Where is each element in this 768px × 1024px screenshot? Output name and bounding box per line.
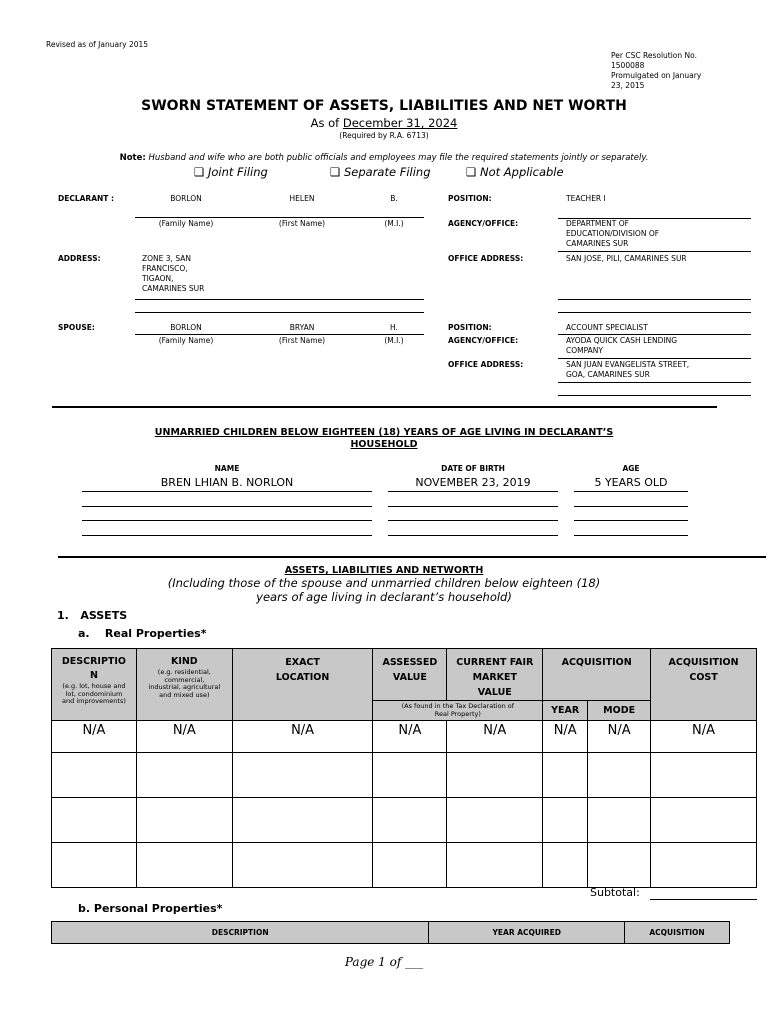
personal-properties-table xyxy=(51,921,730,944)
cell-year: N/A xyxy=(543,721,588,753)
children-heading: UNMARRIED CHILDREN BELOW EIGHTEEN (18) YEARS OF AGE LIVING IN DECLARANT’S HOUSEHOLD xyxy=(154,427,614,450)
col-personal-cost: ACQUISITION xyxy=(625,922,730,944)
page-title: SWORN STATEMENT OF ASSETS, LIABILITIES AND NET WORTH xyxy=(141,98,627,114)
real-properties-table xyxy=(51,648,757,888)
declarant-mi: B. xyxy=(390,194,398,203)
spouse-agency: AYODA QUICK CASH LENDING COMPANY xyxy=(566,336,678,355)
csc-resolution: Per CSC Resolution No. 1500088 Promulgated on January 23, 2015 xyxy=(611,51,702,90)
office-address-label: OFFICE ADDRESS: xyxy=(448,254,524,263)
cell-cost: N/A xyxy=(651,721,757,753)
col-description: DESCRIPTIO N (e.g. lot, house and lot, condominium and improvements) xyxy=(52,649,137,721)
col-mode: MODE xyxy=(588,701,651,721)
as-of-label: As of xyxy=(310,116,343,130)
declarant-office-address: SAN JOSE, PILI, CAMARINES SUR xyxy=(566,254,687,263)
col-year: YEAR xyxy=(543,701,588,721)
child-dob: NOVEMBER 23, 2019 xyxy=(415,476,531,489)
declarant-first-name: HELEN xyxy=(289,194,315,203)
spouse-first-caption: (First Name) xyxy=(278,336,326,345)
as-of-date: December 31, 2024 xyxy=(342,116,458,130)
col-acquisition-cost: ACQUISITION COST xyxy=(651,649,757,721)
declarant-first-caption: (First Name) xyxy=(278,219,326,228)
table-row xyxy=(52,798,757,843)
cell-kind: N/A xyxy=(136,721,232,753)
as-of-line xyxy=(0,116,768,130)
spouse-office-address-label: OFFICE ADDRESS: xyxy=(448,360,524,369)
cell-mode: N/A xyxy=(588,721,651,753)
spouse-agency-label: AGENCY/OFFICE: xyxy=(448,336,519,345)
spouse-mi-caption: (M.I.) xyxy=(384,336,404,345)
revised-date: Revised as of January 2015 xyxy=(46,40,149,49)
spouse-first-name: BRYAN xyxy=(289,323,315,332)
declarant-label: DECLARANT : xyxy=(58,194,115,203)
table-row xyxy=(52,753,757,798)
cell-assessed-value: N/A xyxy=(373,721,447,753)
col-personal-description: DESCRIPTION xyxy=(52,922,429,944)
col-kind: KIND (e.g. residential, commercial, industrial, agricultural and mixed use) xyxy=(136,649,232,721)
col-fair-market-value: CURRENT FAIR MARKET VALUE xyxy=(447,649,543,701)
spouse-position-label: POSITION: xyxy=(448,323,492,332)
personal-properties-label: b. Personal Properties* xyxy=(78,902,223,915)
cell-location: N/A xyxy=(232,721,373,753)
col-location: EXACT LOCATION xyxy=(232,649,373,721)
children-col-dob: DATE OF BIRTH xyxy=(441,464,505,473)
filing-option-not-applicable[interactable]: ❑ Not Applicable xyxy=(466,165,564,179)
alnw-heading: ASSETS, LIABILITIES AND NETWORTH xyxy=(284,565,484,576)
declarant-family-name: BORLON xyxy=(170,194,202,203)
filing-option-separate[interactable]: ❑ Separate Filing xyxy=(330,165,431,179)
spouse-family-caption: (Family Name) xyxy=(158,336,214,345)
table-row xyxy=(52,721,757,753)
spouse-mi: H. xyxy=(390,323,398,332)
declarant-family-caption: (Family Name) xyxy=(158,219,214,228)
child-age: 5 YEARS OLD xyxy=(594,476,668,489)
section-divider-2 xyxy=(58,556,766,558)
declarant-mi-caption: (M.I.) xyxy=(384,219,404,228)
spouse-label: SPOUSE: xyxy=(58,323,95,332)
children-col-age: AGE xyxy=(622,464,640,473)
col-acquisition: ACQUISITION xyxy=(543,649,651,701)
alnw-subheading: (Including those of the spouse and unmarried children below eighteen (18) years of age living in declarant’s household) xyxy=(167,576,601,604)
note-text: Husband and wife who are both public officials and employees may file the required statements jointly or separately. xyxy=(145,153,649,163)
checkbox-icon[interactable]: ❑ xyxy=(194,165,205,179)
declarant-position: TEACHER I xyxy=(566,194,606,203)
child-name: BREN LHIAN B. NORLON xyxy=(160,476,294,489)
cell-fair-market-value: N/A xyxy=(447,721,543,753)
declarant-agency-label: AGENCY/OFFICE: xyxy=(448,219,519,228)
address-label: ADDRESS: xyxy=(58,254,101,263)
spouse-family-name: BORLON xyxy=(170,323,202,332)
required-by: (Required by R.A. 6713) xyxy=(339,131,429,140)
declarant-address: ZONE 3, SAN FRANCISCO, TIGAON, CAMARINES SUR xyxy=(142,254,205,293)
spouse-office-address: SAN JUAN EVANGELISTA STREET, GOA, CAMARINES SUR xyxy=(566,360,690,379)
subtotal-label: Subtotal: xyxy=(590,886,640,899)
tax-declaration-note: (As found in the Tax Declaration of Real Property) xyxy=(373,701,543,721)
cell-description: N/A xyxy=(52,721,137,753)
table-row xyxy=(52,843,757,888)
page-number: Page 1 of ___ xyxy=(344,955,424,969)
col-assessed-value: ASSESSED VALUE xyxy=(373,649,447,701)
note xyxy=(0,153,768,164)
filing-option-joint[interactable]: ❑ Joint Filing xyxy=(194,165,268,179)
note-label: Note: xyxy=(119,153,146,163)
col-personal-year: YEAR ACQUIRED xyxy=(429,922,625,944)
declarant-position-label: POSITION: xyxy=(448,194,492,203)
spouse-position: ACCOUNT SPECIALIST xyxy=(566,323,648,332)
section-divider xyxy=(52,406,717,408)
checkbox-icon[interactable]: ❑ xyxy=(466,165,477,179)
subtotal-line xyxy=(650,899,757,900)
declarant-agency: DEPARTMENT OF EDUCATION/DIVISION OF CAMARINES SUR xyxy=(566,219,660,248)
real-properties-label: a. Real Properties* xyxy=(78,627,207,640)
children-col-name: NAME xyxy=(214,464,240,473)
checkbox-icon[interactable]: ❑ xyxy=(330,165,341,179)
assets-label: 1. ASSETS xyxy=(57,609,128,622)
